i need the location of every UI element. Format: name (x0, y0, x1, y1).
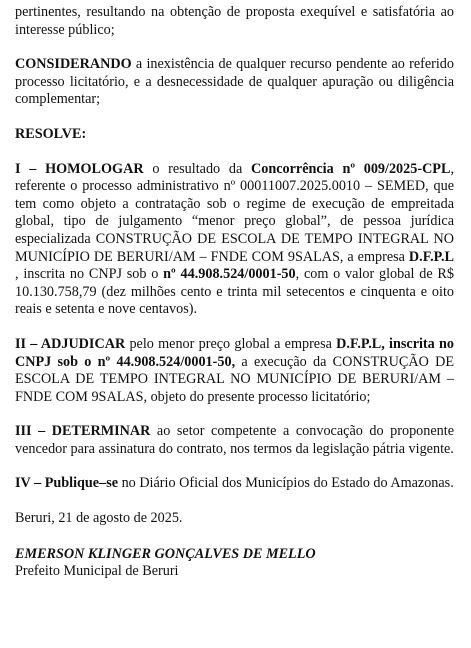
item-adjudicar-text-1: pelo menor preço global a empresa (125, 335, 337, 352)
item-adjudicar (15, 336, 454, 406)
item-homologar-text-2: , referente o processo administrativo nº 00011007.2025.0010 – SEMED, que tem como objeto a contratação sob o regime de execução de empreitada global, tipo de julgamento “menor preço global”, de pessoa jurídica especializada CONSTRUÇÃO DE ESCOLA DE TEMPO INTEGRAL NO MUNICÍPIO DE BERURI/AM – FNDE COM 9SALAS, a empresa (15, 160, 454, 265)
item-publique (15, 475, 454, 493)
item-adjudicar-empresa-cnpj: D.F.P.L, inscrita no CNPJ sob o nº 44.908.524/0001-50, (15, 335, 454, 370)
item-homologar-text-4: , com o valor global de R$ 10.130.758,79 (dez milhões cento e trinta mil setecentos e cinquenta e oito reais e setenta e nove centavos). (15, 266, 454, 318)
item-homologar-empresa: D.F.P.L (408, 248, 454, 265)
item-homologar-text-3: , inscrita no CNPJ sob o (15, 266, 164, 283)
item-determinar-lead: III – DETERMINAR (15, 423, 151, 440)
item-publique-lead: IV – Publique–se (15, 475, 119, 492)
item-homologar-text-1: o resultado da (143, 160, 251, 177)
considerando-paragraph (15, 56, 454, 109)
item-determinar-text: ao setor competente a convocação do proponente vencedor para assinatura do contrato, nos termos da legislação pátria vigente. (15, 423, 454, 457)
item-homologar-concorrencia: Concorrência nº 009/2025-CPL (250, 160, 451, 177)
item-adjudicar-text-2: a execução da CONSTRUÇÃO DE ESCOLA DE TEMPO INTEGRAL NO MUNICÍPIO DE BERURI/AM – FNDE COM 9SALAS, objeto do presente processo licitatório; (15, 353, 455, 405)
item-publique-text: no Diário Oficial dos Municípios do Estado do Amazonas. (118, 475, 454, 492)
item-homologar (15, 161, 454, 319)
item-homologar-cnpj: nº 44.908.524/0001-50 (163, 266, 296, 283)
document-date: Beruri, 21 de agosto de 2025. (15, 510, 183, 527)
resolve-label: RESOLVE: (15, 125, 87, 142)
item-determinar (15, 423, 454, 458)
considerando-text: a inexistência de qualquer recurso pendente ao referido processo licitatório, e a desnecessidade de qualquer apuração ou diligência complementar; (15, 56, 454, 108)
item-adjudicar-lead: II – ADJUDICAR (15, 335, 126, 352)
intro-text: pertinentes, resultando na obtenção de proposta exequível e satisfatória ao interesse público; (15, 4, 454, 38)
signatory-title: Prefeito Municipal de Beruri (15, 563, 179, 580)
signatory-name: EMERSON KLINGER GONÇALVES DE MELLO (15, 545, 316, 562)
considerando-keyword: CONSIDERANDO (15, 56, 132, 73)
intro-paragraph (15, 4, 454, 39)
resolve-heading (15, 126, 454, 144)
item-homologar-lead: I – HOMOLOGAR (15, 160, 144, 177)
